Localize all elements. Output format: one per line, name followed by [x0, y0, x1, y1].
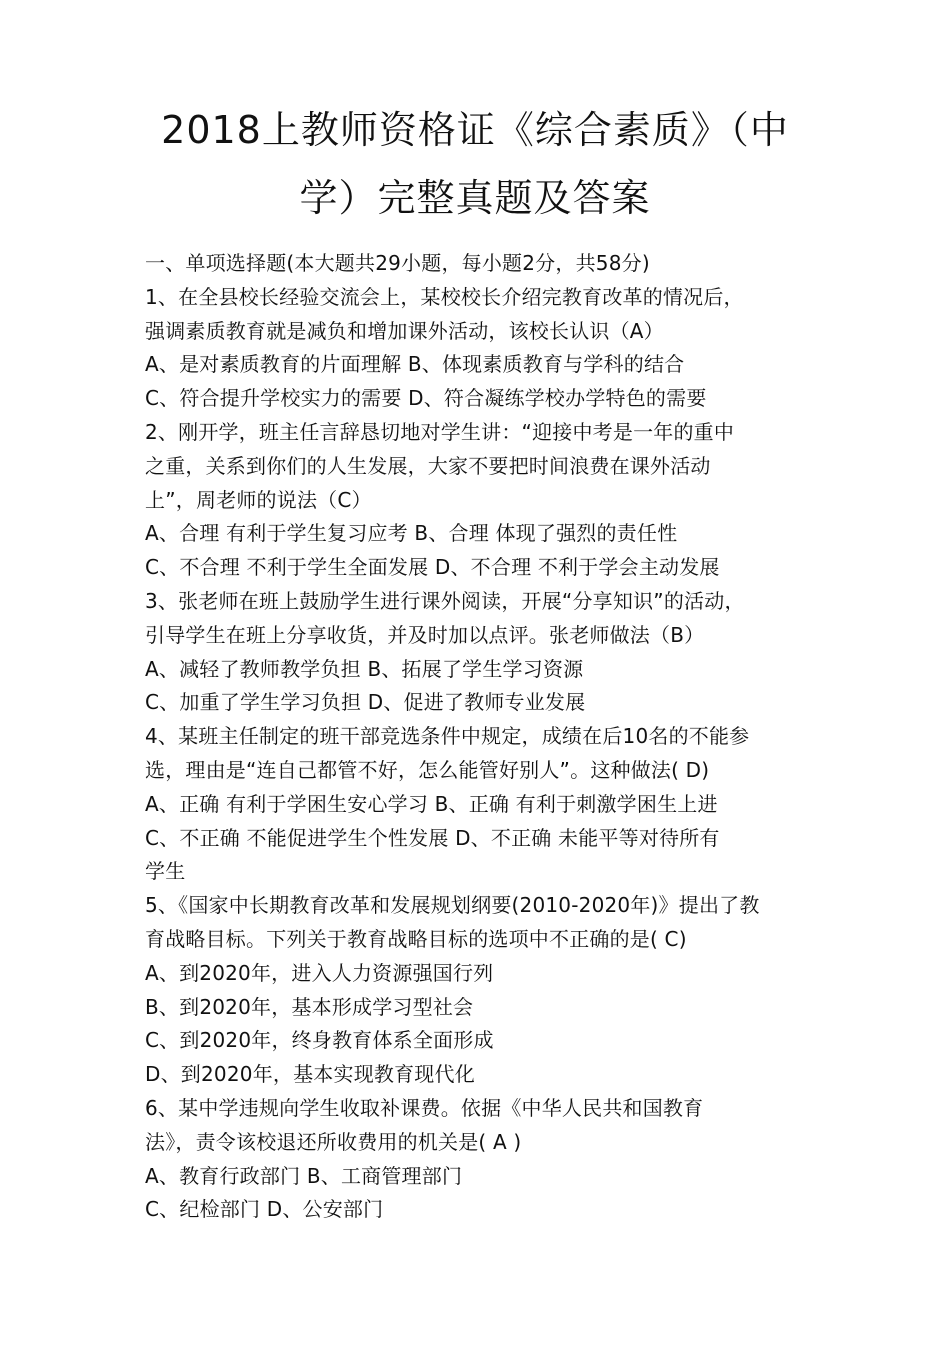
title-line-2: 学）完整真题及答案: [299, 176, 651, 220]
question-4-options-cd-cont: 学生: [145, 859, 186, 884]
question-5-option-c: C、到2020年，终身教育体系全面形成: [145, 1028, 494, 1053]
question-3-options-ab: A、减轻了教师教学负担 B、拓展了学生学习资源: [145, 656, 584, 681]
question-2-options-cd: C、不合理 不利于学生全面发展 D、不合理 不利于学会主动发展: [145, 555, 720, 580]
document-title: [90, 96, 860, 232]
question-5-option-a: A、到2020年，进入人力资源强国行列: [145, 960, 494, 985]
question-5-option-d: D、到2020年，基本实现教育现代化: [145, 1062, 475, 1087]
question-2-stem-cont: 之重，关系到你们的人生发展，大家不要把时间浪费在课外活动: [145, 453, 711, 478]
question-6-options-cd: C、纪检部门 D、公安部门: [145, 1197, 384, 1222]
question-1-options-ab: A、是对素质教育的片面理解 B、体现素质教育与学科的结合: [145, 352, 685, 377]
question-5-stem-cont: 育战略目标。下列关于教育战略目标的选项中不正确的是( C): [145, 926, 687, 951]
question-4-options-cd: C、不正确 不能促进学生个性发展 D、不正确 未能平等对待所有: [145, 825, 720, 850]
question-1-stem-cont: 强调素质教育就是减负和增加课外活动，该校长认识（A）: [145, 318, 664, 343]
section-heading: 一、单项选择题(本大题共29小题，每小题2分，共58分): [145, 251, 650, 275]
question-6-options-ab: A、教育行政部门 B、工商管理部门: [145, 1163, 463, 1188]
question-2-stem: 2、刚开学，班主任言辞恳切地对学生讲：“迎接中考是一年的重中: [145, 419, 735, 444]
document-body: [145, 247, 825, 1227]
question-6-stem: 6、某中学违规向学生收取补课费。依据《中华人民共和国教育: [145, 1095, 704, 1120]
question-4-options-ab: A、正确 有利于学困生安心学习 B、正确 有利于刺激学困生上进: [145, 791, 718, 816]
question-5-option-b: B、到2020年，基本形成学习型社会: [145, 994, 474, 1019]
question-1-options-cd: C、符合提升学校实力的需要 D、符合凝练学校办学特色的需要: [145, 386, 707, 411]
question-2-stem-end: 上”，周老师的说法（C）: [145, 487, 372, 512]
question-4-stem: 4、某班主任制定的班干部竞选条件中规定，成绩在后10名的不能参: [145, 724, 750, 749]
question-6-stem-cont: 法》，责令该校退还所收费用的机关是( A ): [145, 1129, 522, 1154]
question-3-stem-cont: 引导学生在班上分享收货，并及时加以点评。张老师做法（B）: [145, 622, 705, 647]
question-1-stem: 1、在全县校长经验交流会上，某校校长介绍完教育改革的情况后，: [145, 284, 744, 309]
question-4-stem-cont: 选，理由是“连自己都管不好，怎么能管好别人”。这种做法( D): [145, 757, 710, 782]
title-line-1: 2018上教师资格证《综合素质》（中: [161, 108, 789, 152]
question-5-stem: 5、《国家中长期教育改革和发展规划纲要(2010-2020年)》提出了教: [145, 893, 760, 918]
question-3-options-cd: C、加重了学生学习负担 D、促进了教师专业发展: [145, 690, 586, 715]
question-3-stem: 3、张老师在班上鼓励学生进行课外阅读，开展“分享知识”的活动，: [145, 588, 745, 613]
question-2-options-ab: A、合理 有利于学生复习应考 B、合理 体现了强烈的责任性: [145, 521, 678, 546]
